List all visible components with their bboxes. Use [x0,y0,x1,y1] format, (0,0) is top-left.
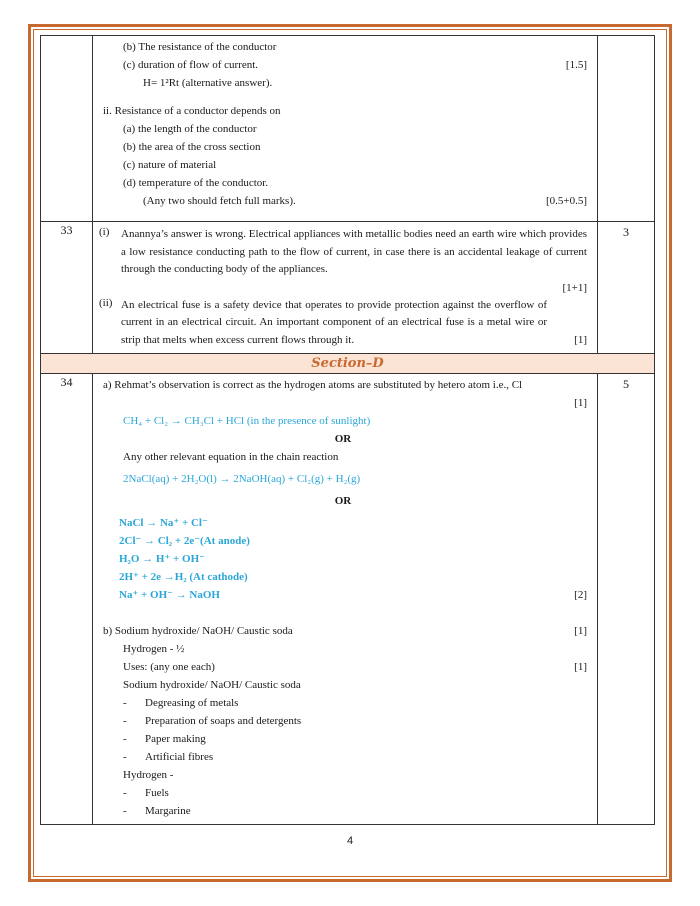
chemical-equation: CH₄ + Cl₂ → CH₃Cl + HCl (in the presence of sunlight) [123,415,371,427]
part-label: (i) [99,226,110,238]
part-text: An electrical fuse is a safety device that operates to provide protection against the overflow of current in an electrical circuit. An important component of an electrical fuse is a metal wire or strip that melts when excess current flows through it. [121,298,547,346]
table-row [41,374,655,825]
answer-line: H= 1²Rt (alternative answer). [143,77,273,89]
answer-cell [93,222,598,354]
mark-label: [1] [574,625,587,637]
or-separator: OR [334,495,352,507]
answer-line: (b) The resistance of the conductor [123,41,277,53]
list-item: (d) temperature of the conductor. [123,177,269,189]
question-number-cell [41,36,93,222]
answer-part-i [99,226,587,279]
question-number: 34 [41,374,93,825]
marking-scheme-table [40,35,655,825]
list-dash: - [123,697,127,709]
list-dash: - [123,805,127,817]
mark-label: [1] [574,397,587,409]
list-dash: - [123,733,127,745]
answer-line [99,192,587,210]
mark-label: [1] [574,333,587,346]
chemical-equation: 2Cl⁻ → Cl₂ + 2e⁻(At anode) [119,535,250,547]
or-separator: OR [334,433,352,445]
answer-cell [93,374,598,825]
answer-line: Sodium hydroxide/ NaOH/ Caustic soda [123,679,301,691]
list-item: (c) nature of material [123,159,217,171]
answer-text: (c) duration of flow of current. [123,59,259,71]
answer-line: Any other relevant equation in the chain reaction [123,451,339,463]
table-row [41,354,655,374]
answer-line [99,622,587,640]
chemical-equation: 2NaCl(aq) + 2H₂O(l) → 2NaOH(aq) + Cl₂(g) + H₂(g) [123,473,361,485]
list-item-text: Margarine [145,805,191,817]
table-row [41,222,655,354]
list-item-text: Paper making [145,733,206,745]
list-item-text: Fuels [145,787,169,799]
answer-cell [93,36,598,222]
list-item [99,802,587,820]
answer-line: Hydrogen - ½ [123,643,185,655]
list-item-text: Preparation of soaps and detergents [145,715,302,727]
list-item [99,694,587,712]
chemical-equation: 2H⁺ + 2e →H₂ (At cathode) [119,571,248,583]
list-item [99,748,587,766]
list-item-text: Artificial fibres [145,751,214,763]
section-heading: Section–D [41,354,655,374]
list-item: (a) the length of the conductor [123,123,257,135]
table-row [41,36,655,222]
chemical-equation: NaCl → Na⁺ + Cl⁻ [119,517,208,529]
answer-line: a) Rehmat’s observation is correct as the hydrogen atoms are substituted by hetero atom i.e., Cl [103,379,523,391]
answer-text: Uses: (any one each) [123,661,215,673]
question-number: 33 [41,222,93,354]
chemical-equation: H₂O → H⁺ + OH⁻ [119,553,205,565]
list-dash: - [123,787,127,799]
part-label: (ii) [99,296,113,309]
list-item: (b) the area of the cross section [123,141,261,153]
page-number: 4 [346,835,354,847]
answer-line [99,658,587,676]
part-text: Anannya’s answer is wrong. Electrical appliances with metallic bodies need an earth wire which provides a low resistance conducting path to the flow of current, in case there is an accidental leakage of current through the conducting body of the appliances. [121,228,587,275]
list-dash: - [123,751,127,763]
mark-label: [0.5+0.5] [545,195,587,207]
mark-label: [2] [574,589,587,601]
marks-cell [598,36,655,222]
list-item [99,730,587,748]
marks-value: 3 [598,222,655,354]
list-dash: - [123,715,127,727]
list-item [99,712,587,730]
mark-label: [1+1] [562,281,587,294]
answer-part-ii [99,297,587,350]
answer-line [99,586,587,604]
subquestion-title: ii. Resistance of a conductor depends on [103,105,281,117]
list-item-text: Degreasing of metals [145,697,239,709]
answer-line [99,56,587,74]
mark-label: [1.5] [565,59,587,71]
list-item [99,784,587,802]
answer-line: Hydrogen - [123,769,174,781]
chemical-equation: Na⁺ + OH⁻ → NaOH [119,589,220,601]
note-text: (Any two should fetch full marks). [143,195,296,207]
mark-label: [1] [574,661,587,673]
marks-value: 5 [598,374,655,825]
answer-text: b) Sodium hydroxide/ NaOH/ Caustic soda [103,625,293,637]
